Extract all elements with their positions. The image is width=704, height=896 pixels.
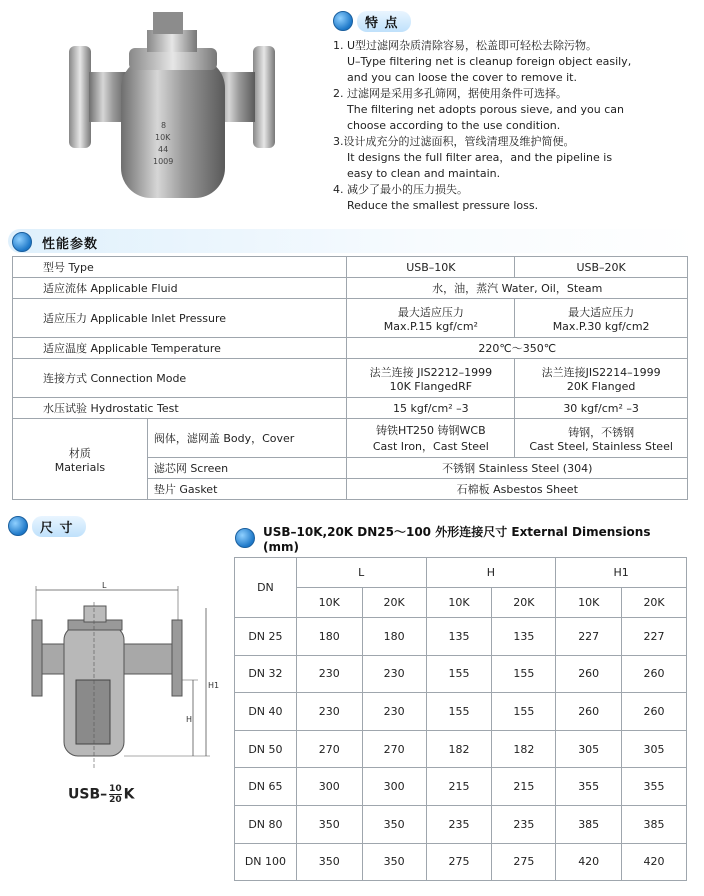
dimension-cell: 135 (492, 618, 556, 656)
dim-L-label: L (102, 581, 107, 590)
dimensions-table (234, 557, 687, 881)
pressure-a (347, 299, 515, 338)
dimension-cell: 355 (622, 768, 687, 806)
body-b-zh: 铸钢，不锈钢 (568, 425, 635, 439)
table-row (235, 843, 687, 881)
dim-H-label: H (186, 715, 193, 724)
dimension-cell: 155 (492, 655, 556, 693)
pressure-b-zh: 最大适应压力 (568, 305, 635, 319)
materials-en: Materials (54, 460, 106, 474)
dimension-cell: 215 (492, 768, 556, 806)
performance-table (12, 256, 688, 500)
body-a (347, 419, 515, 458)
dimension-cell: 155 (426, 655, 492, 693)
model-top: 10 (109, 784, 122, 794)
dn-cell: DN 50 (235, 730, 297, 768)
dimension-cell: 350 (296, 843, 362, 881)
dimension-cell: 235 (426, 805, 492, 843)
table-row (13, 299, 688, 338)
hydrostatic-a: 15 kgf/cm² –3 (347, 398, 515, 419)
pressure-a-zh: 最大适应压力 (397, 305, 464, 319)
dimension-cell: 230 (362, 655, 426, 693)
dimension-cell: 305 (556, 730, 622, 768)
table-row (13, 359, 688, 398)
dimension-cell: 182 (426, 730, 492, 768)
section-bullet-icon (8, 516, 28, 536)
table-row (235, 805, 687, 843)
connection-a-en: 10K FlangedRF (389, 379, 473, 393)
connection-a (347, 359, 515, 398)
dimension-cell: 385 (556, 805, 622, 843)
dimension-cell: 230 (362, 693, 426, 731)
hydrostatic-label: 水压试验 Hydrostatic Test (13, 398, 347, 419)
dn-cell: DN 65 (235, 768, 297, 806)
L-20k-header: 20K (362, 588, 426, 618)
dimensions-body (235, 618, 687, 881)
photo-mark-1: 8 (161, 121, 167, 130)
section-bullet-icon (235, 528, 255, 548)
feature-1-zh: 1. U型过滤网杂质清除容易，松盖即可轻松去除污物。 (333, 39, 598, 52)
dimension-cell: 305 (622, 730, 687, 768)
dimension-cell: 420 (556, 843, 622, 881)
dimension-cell: 350 (362, 843, 426, 881)
dim-H1-label: H1 (208, 681, 220, 690)
dn-cell: DN 40 (235, 693, 297, 731)
dimension-cell: 180 (296, 618, 362, 656)
dimension-cell: 227 (622, 618, 687, 656)
pressure-label: 适应压力 Applicable Inlet Pressure (13, 299, 347, 338)
temperature-label: 适应温度 Applicable Temperature (13, 338, 347, 359)
H-10k-header: 10K (426, 588, 492, 618)
connection-b-en: 20K Flanged (566, 379, 636, 393)
temperature-value: 220℃～350℃ (347, 338, 688, 359)
table-row (235, 730, 687, 768)
dimension-cell: 260 (556, 693, 622, 731)
H1-10k-header: 10K (556, 588, 622, 618)
L-header: L (296, 558, 426, 588)
L-10k-header: 10K (296, 588, 362, 618)
feature-3-zh: 3.设计成充分的过滤面积，管线清理及维护简便。 (333, 135, 575, 148)
model-suffix: K (123, 786, 135, 803)
dimension-cell: 270 (362, 730, 426, 768)
dimension-cell: 350 (362, 805, 426, 843)
feature-4-en1: Reduce the smallest pressure loss. (347, 199, 539, 212)
dimension-drawing (18, 580, 228, 780)
materials-zh: 材质 (68, 446, 91, 460)
dn-cell: DN 32 (235, 655, 297, 693)
dimension-cell: 260 (556, 655, 622, 693)
table-row (13, 419, 688, 458)
dimension-cell: 135 (426, 618, 492, 656)
table-row (235, 655, 687, 693)
screen-value: 不锈钢 Stainless Steel (304) (347, 458, 688, 479)
H-20k-header: 20K (492, 588, 556, 618)
dimension-cell: 235 (492, 805, 556, 843)
dimension-cell: 270 (296, 730, 362, 768)
body-b (515, 419, 688, 458)
gasket-value: 石棉板 Asbestos Sheet (347, 479, 688, 500)
table-row (13, 257, 688, 278)
dimension-cell: 182 (492, 730, 556, 768)
external-dimensions-header (235, 524, 695, 554)
dimension-cell: 420 (622, 843, 687, 881)
feature-4-zh: 4. 减少了最小的压力损失。 (333, 183, 468, 196)
dimension-cell: 215 (426, 768, 492, 806)
photo-mark-3: 44 (158, 145, 169, 154)
dn-cell: DN 100 (235, 843, 297, 881)
pressure-b (515, 299, 688, 338)
model-fraction (109, 784, 122, 805)
features-title: 特 点 (357, 11, 411, 32)
body-b-en: Cast Steel, Stainless Steel (529, 439, 673, 453)
connection-b (515, 359, 688, 398)
materials-label (13, 419, 148, 500)
model-label (68, 784, 135, 805)
dimension-cell: 300 (296, 768, 362, 806)
fluid-label: 适应流体 Applicable Fluid (13, 278, 347, 299)
feature-1-en2: and you can loose the cover to remove it. (347, 71, 577, 84)
H1-header: H1 (556, 558, 687, 588)
external-dimensions-title: USB–10K,20K DN25～100 外形连接尺寸 External Dimensions (mm) (263, 524, 651, 554)
model-bottom: 20 (109, 795, 122, 805)
pressure-a-en: Max.P.15 kgf/cm² (383, 319, 478, 333)
feature-2-zh: 2. 过滤网是采用多孔筛网，据使用条件可选择。 (333, 87, 567, 100)
dimensions-header (8, 515, 86, 537)
dimension-cell: 260 (622, 655, 687, 693)
dimension-cell: 355 (556, 768, 622, 806)
body-label: 阀体，滤网盖 Body，Cover (147, 419, 347, 458)
table-row (13, 278, 688, 299)
section-bullet-icon (12, 232, 32, 252)
dimensions-title: 尺 寸 (32, 516, 86, 537)
body-a-zh: 铸铁HT250 铸钢WCB (376, 424, 486, 437)
dimension-cell: 275 (426, 843, 492, 881)
type-a: USB–10K (347, 257, 515, 278)
dimension-cell: 350 (296, 805, 362, 843)
pressure-b-en: Max.P.30 kgf/cm2 (552, 319, 650, 333)
photo-mark-4: 1009 (153, 157, 174, 166)
dimension-cell: 155 (426, 693, 492, 731)
dimension-cell: 227 (556, 618, 622, 656)
dimension-cell: 180 (362, 618, 426, 656)
feature-3-en2: easy to clean and maintain. (347, 167, 501, 180)
feature-2-en2: choose according to the use condition. (347, 119, 561, 132)
dimension-cell: 230 (296, 655, 362, 693)
performance-title: 性能参数 (42, 236, 99, 252)
hydrostatic-b: 30 kgf/cm² –3 (515, 398, 688, 419)
section-bullet-icon (333, 11, 353, 31)
connection-label: 连接方式 Connection Mode (13, 359, 347, 398)
connection-a-zh: 法兰连接 JIS2212–1999 (369, 365, 493, 379)
dn-cell: DN 25 (235, 618, 297, 656)
table-row (235, 558, 687, 588)
photo-mark-2: 10K (155, 133, 171, 142)
body-a-en: Cast Iron，Cast Steel (372, 440, 489, 453)
H1-20k-header: 20K (622, 588, 687, 618)
product-photo (55, 8, 285, 208)
H-header: H (426, 558, 556, 588)
dimension-cell: 275 (492, 843, 556, 881)
fluid-value: 水，油，蒸汽 Water, Oil，Steam (347, 278, 688, 299)
table-row (235, 588, 687, 618)
dimension-cell: 230 (296, 693, 362, 731)
dn-header: DN (235, 558, 297, 618)
features-section (333, 10, 693, 214)
dimension-cell: 155 (492, 693, 556, 731)
table-row (235, 693, 687, 731)
connection-b-zh: 法兰连接JIS2214–1999 (541, 365, 661, 379)
feature-2-en1: The filtering net adopts porous sieve, and you can (347, 103, 624, 116)
type-b: USB–20K (515, 257, 688, 278)
feature-3-en1: It designs the full filter area，and the pipeline is (347, 151, 613, 164)
dimension-cell: 260 (622, 693, 687, 731)
screen-label: 滤芯网 Screen (147, 458, 347, 479)
table-row (13, 338, 688, 359)
feature-1-en1: U–Type filtering net is cleanup foreign object easily, (347, 55, 632, 68)
table-row (235, 768, 687, 806)
model-prefix: USB– (68, 786, 108, 803)
dimension-cell: 385 (622, 805, 687, 843)
table-row (235, 618, 687, 656)
type-label: 型号 Type (13, 257, 347, 278)
gasket-label: 垫片 Gasket (147, 479, 347, 500)
dimension-cell: 300 (362, 768, 426, 806)
table-row (13, 398, 688, 419)
performance-header (8, 229, 698, 253)
features-list (333, 38, 693, 214)
features-header (333, 10, 693, 32)
dn-cell: DN 80 (235, 805, 297, 843)
